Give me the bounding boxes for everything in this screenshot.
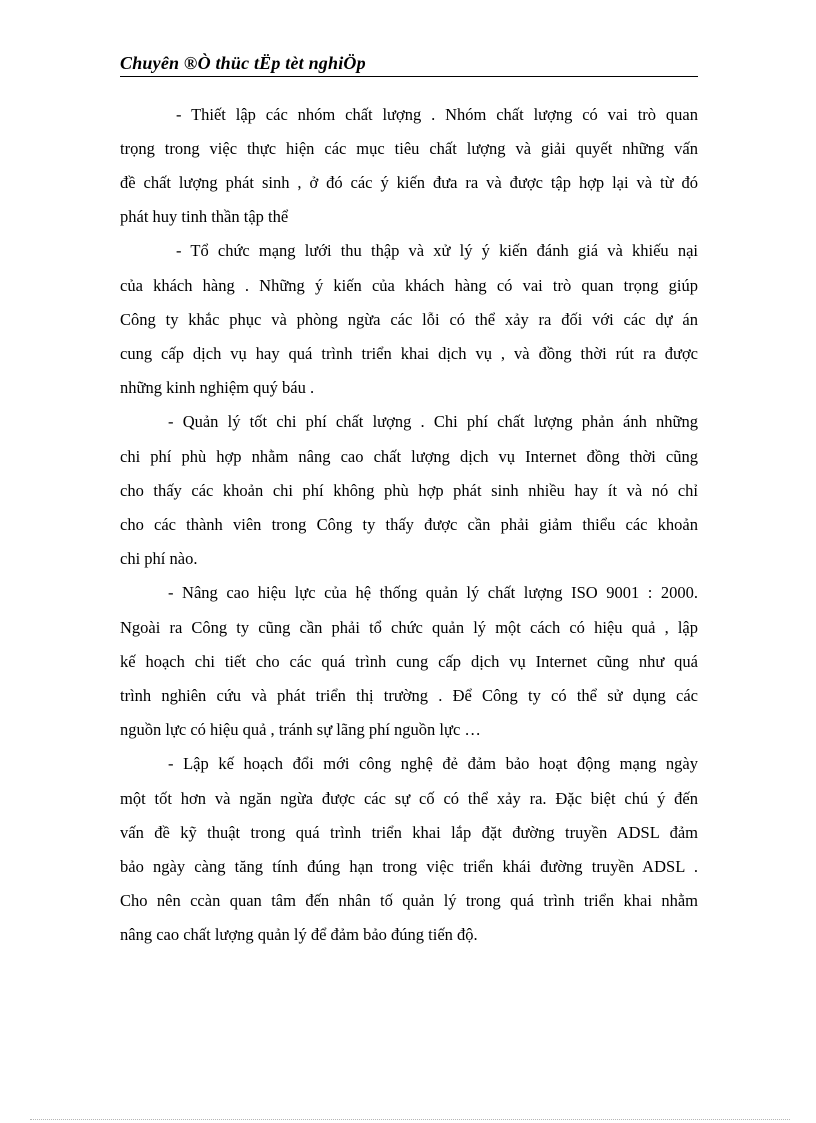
paragraph-5-line-4: bảo ngày càng tăng tính đúng hạn trong việc triển khái đường truyền ADSL . [120, 857, 698, 876]
paragraph-4-line-4: trình nghiên cứu và phát triển thị trường . Để Công ty có thể sử dụng các [120, 686, 698, 705]
paragraph-5-line-3: vấn đề kỹ thuật trong quá trình triển khai lắp đặt đường truyền ADSL đảm [120, 823, 698, 842]
paragraph-2-line-3: Công ty khắc phục và phòng ngừa các lỗi có thể xảy ra đối với các dự án [120, 310, 698, 329]
page-bottom-divider [30, 1119, 790, 1120]
paragraph-5-line-5: Cho nên ccàn quan tâm đến nhân tố quản lý trong quá trình triển khai nhằm [120, 891, 698, 910]
paragraph-1-line-1: - Thiết lập các nhóm chất lượng . Nhóm chất lượng có vai trò quan [176, 105, 698, 124]
paragraph-1-line-2: trọng trong việc thực hiện các mục tiêu chất lượng và giải quyết những vấn [120, 139, 698, 158]
paragraph-5-line-6: nâng cao chất lượng quản lý để đảm bảo đúng tiến độ. [120, 925, 478, 944]
header-title: Chuyên ®Ò thüc tËp tèt nghiÖp [120, 53, 366, 73]
paragraph-3-line-4: cho các thành viên trong Công ty thấy được cần phải giảm thiểu các khoản [120, 515, 698, 534]
paragraph-4-line-3: kế hoạch chi tiết cho các quá trình cung cấp dịch vụ Internet cũng như quá [120, 652, 698, 671]
paragraph-3-line-1: - Quản lý tốt chi phí chất lượng . Chi phí chất lượng phản ánh những [168, 412, 698, 431]
paragraph-5-line-1: - Lập kế hoạch đổi mới công nghệ đẻ đảm bảo hoạt động mạng ngày [168, 754, 698, 773]
paragraph-2-line-1: - Tổ chức mạng lưới thu thập và xử lý ý kiến đánh giá và khiếu nại [176, 241, 698, 260]
paragraph-4-line-2: Ngoài ra Công ty cũng cần phải tổ chức quản lý một cách có hiệu quả , lập [120, 618, 698, 637]
paragraph-3-line-3: cho thấy các khoản chi phí không phù hợp phát sinh nhiều hay ít và nó chỉ [120, 481, 698, 500]
paragraph-1-line-4: phát huy tinh thần tập thể [120, 207, 289, 226]
paragraph-5-line-2: một tốt hơn và ngăn ngừa được các sự cố có thể xảy ra. Đặc biệt chú ý đến [120, 789, 698, 808]
paragraph-2-line-5: những kinh nghiệm quý báu . [120, 378, 315, 397]
paragraph-1-line-3: đề chất lượng phát sinh , ở đó các ý kiến đưa ra và được tập hợp lại và từ đó [120, 173, 698, 192]
paragraph-2-line-4: cung cấp dịch vụ hay quá trình triển khai dịch vụ , và đồng thời rút ra được [120, 344, 698, 363]
paragraph-3-line-5: chi phí nào. [120, 549, 198, 568]
paragraph-2-line-2: của khách hàng . Những ý kiến của khách hàng có vai trò quan trọng giúp [120, 276, 698, 295]
paragraph-4-line-5: nguồn lực có hiệu quả , tránh sự lãng phí nguồn lực … [120, 720, 481, 739]
paragraph-3-line-2: chi phí phù hợp nhằm nâng cao chất lượng dịch vụ Internet đồng thời cũng [120, 447, 698, 466]
paragraph-4-line-1: - Nâng cao hiệu lực của hệ thống quản lý chất lượng ISO 9001 : 2000. [168, 583, 698, 602]
